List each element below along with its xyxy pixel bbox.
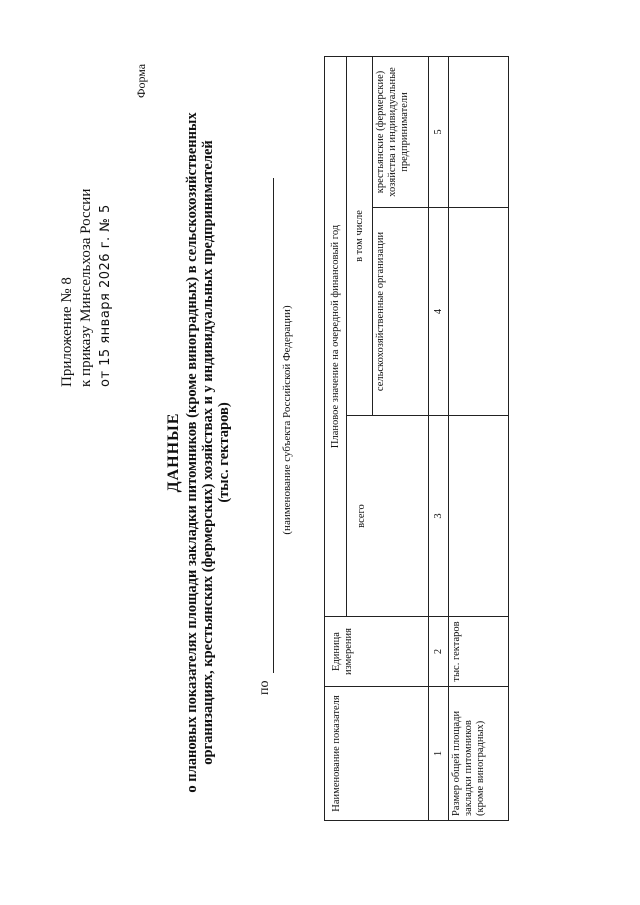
data-table bbox=[324, 56, 509, 821]
col-number-3: 3 bbox=[429, 416, 449, 617]
title-line-3: (тыс. гектаров) bbox=[216, 402, 232, 503]
row-farms-cell[interactable] bbox=[449, 56, 509, 207]
header-row-1 bbox=[325, 56, 347, 820]
header-planned: Плановое значение на очередной финансовый год bbox=[325, 56, 347, 616]
column-number-row bbox=[429, 56, 449, 820]
table-row bbox=[449, 56, 509, 820]
col-number-1: 1 bbox=[429, 687, 449, 821]
title-heading: ДАННЫЕ bbox=[165, 412, 182, 493]
appendix-date: от 15 января 2026 г. № 5 bbox=[98, 204, 113, 387]
subject-input-line bbox=[273, 178, 274, 673]
row-unit: тыс. гектаров bbox=[449, 617, 509, 687]
appendix-header bbox=[58, 189, 115, 387]
col-number-5: 5 bbox=[429, 56, 449, 207]
row-indicator: Размер общей площади закладки питомников (кроме виноградных) bbox=[449, 687, 509, 821]
form-label: Форма bbox=[134, 63, 148, 98]
subject-caption: (наименование субъекта Российской Федерации) bbox=[281, 305, 293, 535]
row-total-cell[interactable] bbox=[449, 416, 509, 617]
header-unit: Единица измерения bbox=[325, 617, 429, 687]
col-number-4: 4 bbox=[429, 208, 449, 416]
header-indicator: Наименование показателя bbox=[325, 687, 429, 821]
row-agri-orgs-cell[interactable] bbox=[449, 208, 509, 416]
title-line-2: организациях, крестьянских (фермерских) хозяйствах и у индивидуальных предпринимателей bbox=[200, 140, 216, 765]
header-total: всего bbox=[347, 416, 429, 617]
appendix-order: к приказу Минсельхоза России bbox=[78, 188, 94, 387]
subject-prefix: по bbox=[257, 680, 272, 695]
header-farms: крестьянские (фермерские) хозяйства и индивидуальные предприниматели bbox=[373, 56, 429, 207]
header-agri-orgs: сельскохозяйственные организации bbox=[373, 208, 429, 416]
title-line-1: о плановых показателях площади закладки питомников (кроме виноградных) в сельскохозяйственных bbox=[184, 112, 200, 793]
col-number-2: 2 bbox=[429, 617, 449, 687]
appendix-number: Приложение № 8 bbox=[59, 277, 75, 387]
document-title bbox=[164, 80, 232, 825]
header-including: в том числе bbox=[347, 56, 373, 415]
